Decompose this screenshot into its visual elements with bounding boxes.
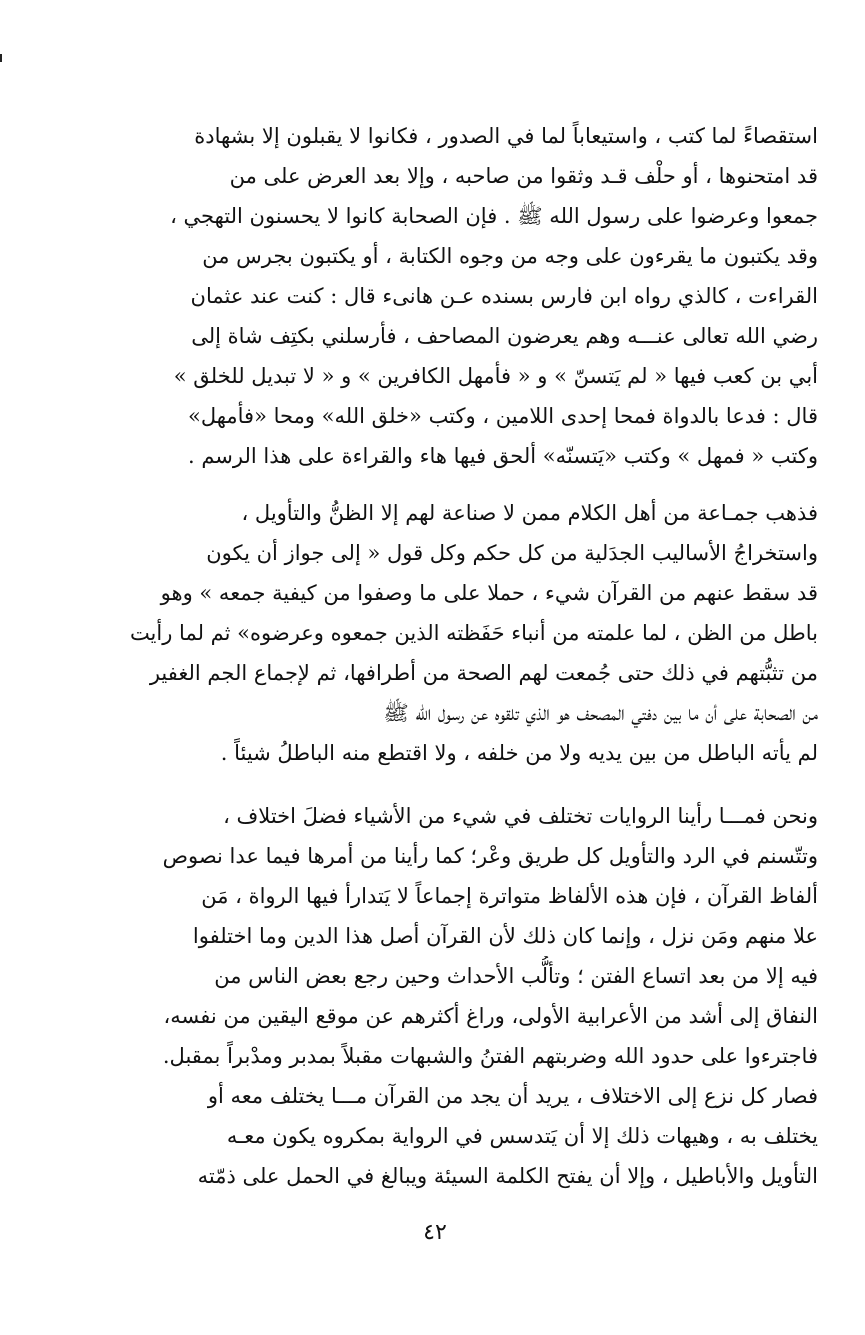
text-line: التأويل والأباطيل ، وإلا أن يفتح الكلمة السيئة ويبالغ في الحمل على ذمّته (197, 1164, 818, 1188)
text-line: القراءت ، كالذي رواه ابن فارس بسنده عـن هانىء قال : كنت عند عثمان (190, 284, 818, 308)
text-line: من الصحابة على أن ما بين دفتي المصحف هو الذي تلقوه عن رسول الله ﷺ (383, 701, 818, 725)
text-line: باطل من الظن ، لما علمته من أنباء حَفَظته الذين جمعوه وعرضوه» ثم لما رأيت (129, 621, 818, 645)
text-line: فاجترءوا على حدود الله وضربتهم الفتنُ والشبهات مقبلاً بمدبر ومدْبراً بمقبل. (162, 1044, 818, 1068)
text-line: قال : فدعا بالدواة فمحا إحدى اللامين ، وكتب «خلق الله» ومحا «فأمهل» (187, 404, 818, 428)
text-line: فصار كل نزع إلى الاختلاف ، يريد أن يجد من القرآن مـــا يختلف معه أو (207, 1084, 818, 1108)
text-line: علا منهم ومَن نزل ، وإنما كان ذلك لأن القرآن أصل هذا الدين وما اختلفوا (192, 924, 818, 948)
paragraph-3 (96, 796, 818, 1196)
scan-edge-mark (0, 54, 2, 62)
text-line: واستخراجُ الأساليب الجدَلية من كل حكم وكل قول « إلى جواز أن يكون (206, 541, 818, 565)
text-line: لم يأته الباطل من بين يديه ولا من خلفه ، ولا اقتطع منه الباطلُ شيئاً . (220, 741, 818, 765)
text-line: ونحن فمـــا رأينا الروايات تختلف في شيء من الأشياء فضلَ اختلاف ، (223, 804, 818, 828)
text-line: من تثبُّتهم في ذلك حتى جُمعت لهم الصحة من أطرافها، ثم لإجماع الجم الغفير (149, 661, 818, 685)
paragraph-1 (96, 116, 818, 476)
text-line: استقصاءً لما كتب ، واستيعاباً لما في الصدور ، فكانوا لا يقبلون إلا بشهادة (194, 124, 818, 148)
text-line: النفاق إلى أشد من الأعرابية الأولى، وراغ أكثرهم عن موقع اليقين من نفسه، (163, 1004, 818, 1028)
text-line: وتتّسنم في الرد والتأويل كل طريق وعْر؛ كما رأينا من أمرها فيما عدا نصوص (162, 844, 818, 868)
text-line: وقد يكتبون ما يقرءون على وجه من وجوه الكتابة ، أو يكتبون بجرس من (202, 244, 818, 268)
text-line: فيه إلا من بعد اتساع الفتن ؛ وتألُّب الأحداث وحين رجع بعض الناس من (214, 964, 818, 988)
text-line: رضي الله تعالى عنـــه وهم يعرضون المصاحف ، فأرسلني بكتِف شاة إلى (191, 324, 818, 348)
text-line: ألفاظ القرآن ، فإن هذه الألفاظ متواترة إجماعاً لا يَتدارأ فيها الرواة ، مَن (201, 884, 818, 908)
text-line: يختلف به ، وهيهات ذلك إلا أن يَتدسس في الرواية بمكروه يكون معـه (226, 1124, 818, 1148)
text-line: فذهب جمـاعة من أهل الكلام ممن لا صناعة لهم إلا الظنُّ والتأويل ، (241, 501, 818, 525)
text-line: قد سقط عنهم من القرآن شيء ، حملا على ما وصفوا من كيفية جمعه » وهو (160, 581, 818, 605)
text-line: وكتب « فمهل » وكتب «يَتسنّه» ألحق فيها هاء والقراءة على هذا الرسم . (187, 444, 818, 468)
page-number: ٤٢ (423, 1220, 447, 1245)
text-line: أبي بن كعب فيها « لم يَتسنّ » و « فأمهل الكافرين » و « لا تبديل للخلق » (173, 364, 818, 388)
text-line: جمعوا وعرضوا على رسول الله ﷺ . فإن الصحابة كانوا لا يحسنون التهجي ، (170, 204, 818, 228)
text-line: قد امتحنوها ، أو حلْف قـد وثقوا من صاحبه ، وإلا بعد العرض على من (229, 164, 818, 188)
paragraph-2 (96, 493, 818, 773)
